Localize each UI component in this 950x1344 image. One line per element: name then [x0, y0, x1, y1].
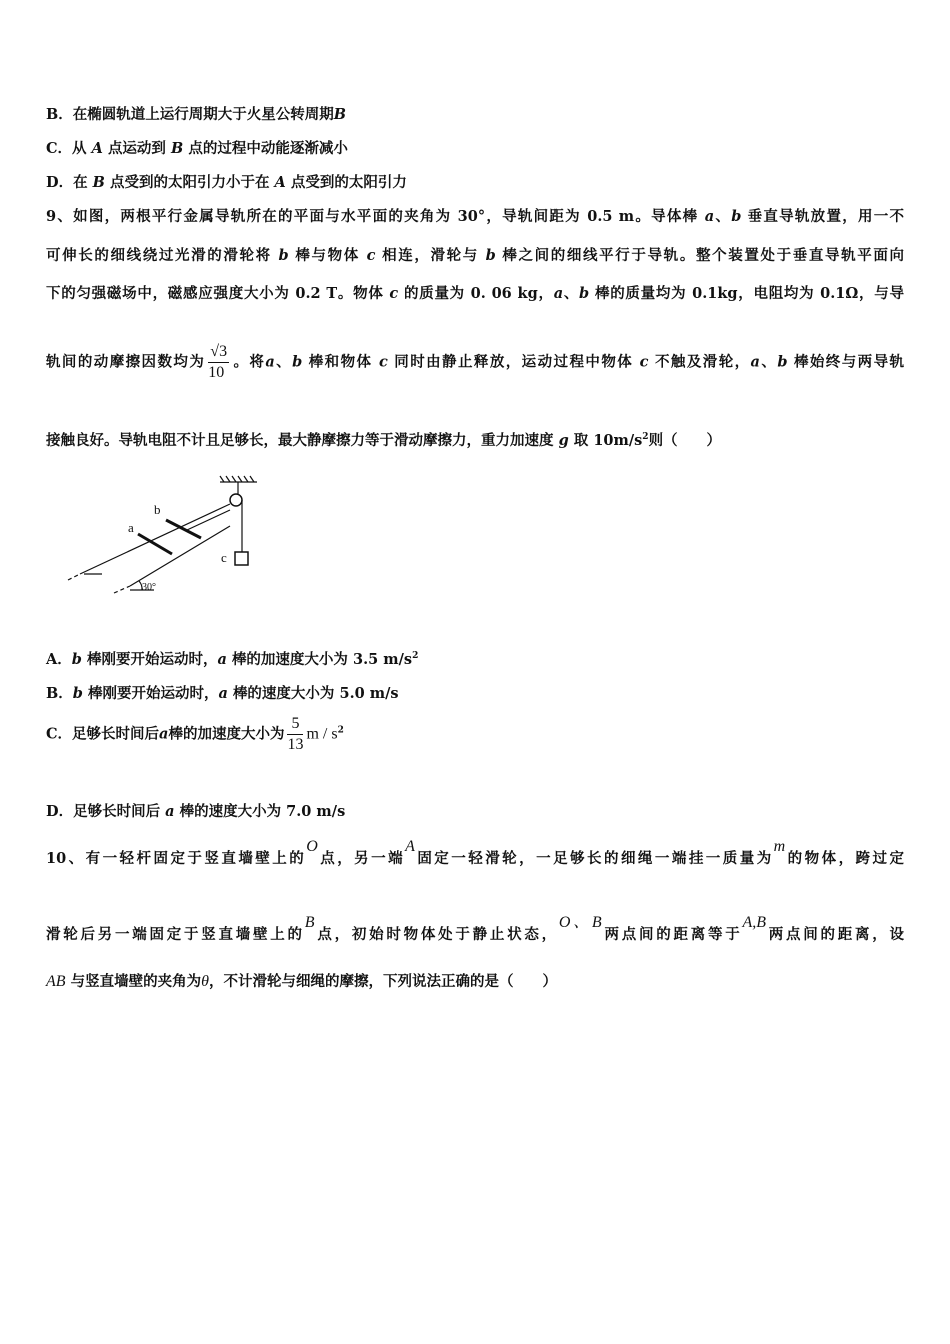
inclined-rails-diagram [62, 470, 272, 600]
q8-option-c: C．从 A 点运动到 B 点的过程中动能逐渐减小 [46, 140, 348, 157]
rail-upper-near [130, 526, 230, 586]
acceleration-fraction: $\frac{5}{13}$ [287, 715, 304, 753]
q9-option-d: D．足够长时间后 a 棒的速度大小为 7.0 m/s [46, 803, 346, 820]
pulley-icon [230, 494, 242, 506]
q9-stem-line-5: 接触良好。导轨电阻不计且足够长，最大静摩擦力等于滑动摩擦力，重力加速度 g 取 $10m/s^2$则（ ） [46, 432, 722, 449]
label-c: c [221, 550, 227, 565]
q9-option-a: A．b 棒刚要开始运动时，a 棒的加速度大小为 3.5 $m/s^2$ [46, 651, 419, 668]
block-c [235, 552, 248, 565]
string-to-pulley [187, 510, 230, 530]
q10-stem-line-3: AB 与竖直墙壁的夹角为θ，不计滑轮与细绳的摩擦，下列说法正确的是（ ） [46, 973, 557, 990]
label-a: a [128, 520, 134, 535]
q9-stem-line-3: 下的匀强磁场中，磁感应强度大小为 0.2 T。物体 c 的质量为 0. 06 kg，a、b 棒的质量均为 0.1kg，电阻均为 0.1Ω，与导 [46, 285, 904, 302]
q9-option-c: C．足够长时间后a棒的加速度大小为 $\frac{5}{13}$ m / $s^2$ [46, 715, 344, 753]
label-angle: 30° [142, 582, 156, 593]
rail-upper-dashed [114, 586, 130, 593]
q8-option-d: D．在 B 点受到的太阳引力小于在 A 点受到的太阳引力 [46, 174, 407, 191]
q9-stem-line-1: 9、如图，两根平行金属导轨所在的平面与水平面的夹角为 30°，导轨间距为 0.5 m。导体棒 a、b 垂直导轨放置，用一不 [46, 208, 904, 225]
q8-option-b: B．在椭圆轨道上运行周期大于火星公转周期B [46, 106, 347, 123]
q9-stem-line-2: 可伸长的细线绕过光滑的滑轮将 b 棒与物体 c 相连，滑轮与 b 棒之间的细线平行于导轨。整个装置处于垂直导轨平面向 [46, 247, 904, 264]
bar-b [166, 520, 201, 538]
q10-stem-line-2: 滑轮后另一端固定于竖直墙壁上的B点，初始时物体处于静止状态，O、B两点间的距离等于A,B两点间的距离，设 [46, 914, 905, 943]
q10-stem-line-1: 10、有一轻杆固定于竖直墙壁上的O点，另一端A固定一轻滑轮，一足够长的细绳一端挂一质量为m的物体，跨过定 [46, 838, 904, 867]
label-b: b [154, 502, 161, 517]
q9-stem-line-4: 轨间的动摩擦因数均为 $\frac{√3}{10}$ 。将a、b 棒和物体 c 同时由静止释放，运动过程中物体 c 不触及滑轮，a、b 棒始终与两导轨 [46, 343, 904, 381]
friction-coefficient-fraction: $\frac{√3}{10}$ [208, 343, 228, 381]
rail-lower-dashed [68, 574, 80, 580]
q9-option-b: B．b 棒刚要开始运动时，a 棒的速度大小为 5.0 m/s [46, 685, 399, 702]
